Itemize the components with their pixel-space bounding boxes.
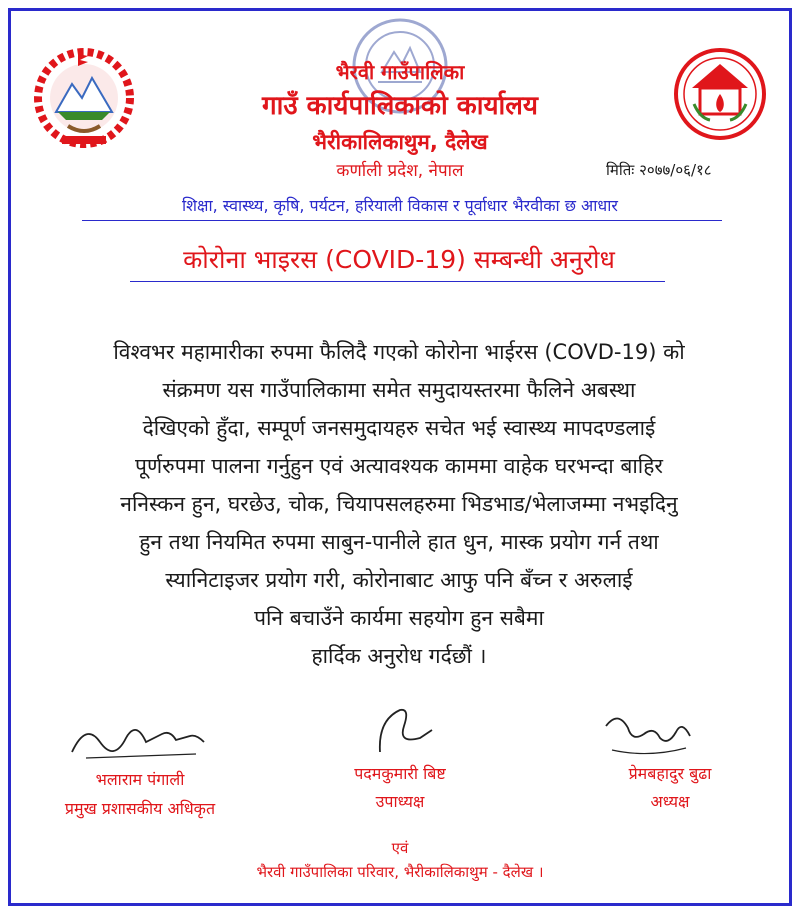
body-line: विश्वभर महामारीका रुपमा फैलिदै गएको कोरोना भाईरस (COVD-19) को <box>113 340 685 364</box>
body-line: हुन तथा नियमित रुपमा साबुन-पानीले हात धुन, मास्क प्रयोग गर्न तथा <box>139 530 659 554</box>
date: मितिः २०७७/०६/१८ <box>606 161 712 179</box>
notice-title: कोरोना भाइरस (COVID-19) सम्बन्धी अनुरोध <box>183 245 615 274</box>
slogan: शिक्षा, स्वास्थ्य, कृषि, पर्यटन, हरियाली विकास र पूर्वाधार भैरवीका छ आधार <box>182 196 618 215</box>
title-underline <box>130 281 665 282</box>
signatory-name: प्रेमबहादुर बुढा <box>628 764 712 783</box>
body-line: देखिएको हुँदा, सम्पूर्ण जनसमुदायहरु सचेत भई स्वास्थ्य मापदण्डलाई <box>142 416 656 440</box>
municipality-logo-icon <box>670 44 770 144</box>
signatory-designation: उपाध्यक्ष <box>375 792 425 811</box>
footer-and: एवं <box>391 839 409 857</box>
slogan-underline <box>82 220 722 221</box>
body-line: स्यानिटाइजर प्रयोग गरी, कोरोनाबाट आफु पनि बँच्न र अरुलाई <box>165 568 633 592</box>
signature-1 <box>66 712 216 768</box>
signature-3 <box>598 706 698 762</box>
signature-2 <box>370 700 440 760</box>
office-name-line2: गाउँ कार्यपालिकाको कार्यालय <box>262 91 538 121</box>
nepal-emblem-icon <box>28 40 140 152</box>
notice-body <box>20 333 778 675</box>
signatory-name: भलाराम पंगाली <box>95 770 185 789</box>
footer-family: भैरवी गाउँपालिका परिवार, भैरीकालिकाथुम - दैलेख । <box>256 863 544 881</box>
office-province: कर्णाली प्रदेश, नेपाल <box>336 161 464 181</box>
body-line: पनि बचाउँने कार्यमा सहयोग हुन सबैमा <box>254 606 544 630</box>
office-name-line1: भैरवी गाउँपालिका <box>335 60 465 84</box>
office-address: भैरीकालिकाथुम, दैलेख <box>312 130 488 154</box>
body-line: हार्दिक अनुरोध गर्दछौं । <box>311 644 487 668</box>
body-line: ननिस्कन हुन, घरछेउ, चोक, चियापसलहरुमा भिडभाड/भेलाजम्मा नभइदिनु <box>120 492 678 516</box>
body-line: संक्रमण यस गाउँपालिकामा समेत समुदायस्तरमा फैलिने अबस्था <box>162 378 636 402</box>
signatory-designation: अध्यक्ष <box>650 792 690 811</box>
signatory-name: पदमकुमारी बिष्ट <box>354 764 446 783</box>
signatory-designation: प्रमुख प्रशासकीय अधिकृत <box>64 799 216 818</box>
body-line: पूर्णरुपमा पालना गर्नुहुन एवं अत्यावश्यक काममा वाहेक घरभन्दा बाहिर <box>135 454 663 478</box>
